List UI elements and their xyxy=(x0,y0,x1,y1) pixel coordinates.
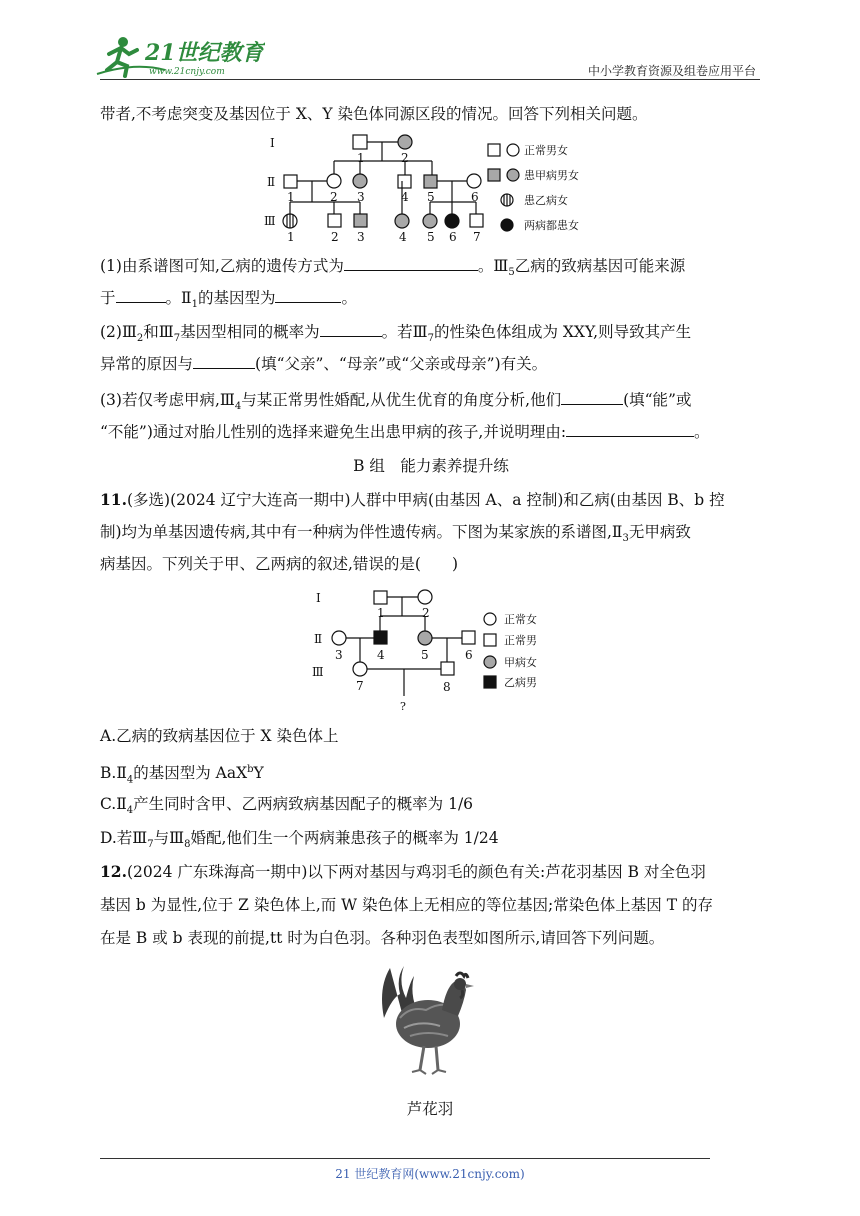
q10-part1-line2: 于 。$Ⅱ_1$的基因型为 。 xyxy=(100,286,762,315)
ind-num: 6 xyxy=(471,190,479,204)
footer-site-link[interactable]: 21 世纪教育网(www.21cnjy.com) xyxy=(335,1167,525,1181)
q11-option-b: $B.Ⅱ_4$的基因型为 AaX$^b$Y xyxy=(100,764,264,786)
legend-label: 正常女 xyxy=(504,613,537,626)
q12-line1: 12.(2024 广东珠海高一期中)以下两对基因与鸡羽毛的颜色有关:芦花羽基因 B 对全色羽 xyxy=(100,862,706,881)
q10-part3-line1: (3)若仅考虑甲病$,Ⅲ_4$与某正常男性婚配,从优生优育的角度分析,他们 (填“能”或 xyxy=(100,388,762,417)
answer-blank[interactable] xyxy=(193,352,255,369)
legend-label: 正常男 xyxy=(504,634,537,647)
legend-label: 甲病女 xyxy=(504,656,537,669)
q11-option-c: $C.Ⅱ_4$产生同时含甲、乙两病致病基因配子的概率为 1/6 xyxy=(100,795,474,817)
ind-num: 3 xyxy=(357,190,365,204)
ind-num: 2 xyxy=(330,190,338,204)
q11-line2: 制)均为单基因遗传病,其中有一种病为伴性遗传病。下图为某家族的系谱图$,Ⅱ_3$无甲病致 xyxy=(100,523,691,545)
ind-num: 2 xyxy=(331,230,339,244)
q10-part3-line2: “不能”)通过对胎儿性别的选择来避免生出患甲病的孩子,并说明理由: 。 xyxy=(100,420,762,442)
ind-num: 8 xyxy=(443,680,451,694)
ind-num: 4 xyxy=(401,190,409,204)
ind-num: 1 xyxy=(287,190,295,204)
ind-num: 3 xyxy=(357,230,365,244)
q11-line3: 病基因。下列关于甲、乙两病的叙述,错误的是( ) xyxy=(100,555,459,573)
pedigree-svg-1 xyxy=(262,130,602,246)
section-title: B 组 能力素养提升练 xyxy=(353,457,509,475)
footer-divider xyxy=(100,1158,710,1159)
pedigree-chart-1 xyxy=(262,130,602,246)
header-platform-text: 中小学教育资源及组卷应用平台 xyxy=(587,64,756,78)
legend-label: 正常男女 xyxy=(524,144,568,157)
q10-intro: 带者,不考虑突变及基因位于 X、Y 染色体同源区段的情况。回答下列相关问题。 xyxy=(100,105,648,123)
q10-part2-line2: 异常的原因与 (填“父亲”、“母亲”或“父亲或母亲”)有关。 xyxy=(100,352,762,374)
logo-url: www.21cnjy.com xyxy=(149,67,225,77)
logo-text: 21世纪教育 xyxy=(145,40,264,66)
answer-blank[interactable] xyxy=(116,286,166,303)
rooster-image xyxy=(370,958,480,1082)
gen-label: Ⅲ xyxy=(264,214,276,228)
q12-line3: 在是 B 或 b 表现的前提,tt 时为白色羽。各种羽色表型如图所示,请回答下列问题。 xyxy=(100,929,665,947)
gen-label: Ⅲ xyxy=(312,665,324,679)
ind-num: 1 xyxy=(377,606,385,620)
ind-num: 4 xyxy=(377,648,385,662)
answer-blank[interactable] xyxy=(320,320,382,337)
ind-num: 2 xyxy=(401,151,409,165)
legend-label: 患甲病男女 xyxy=(524,169,579,182)
pedigree-svg-2 xyxy=(306,586,566,716)
legend-label: 两病都患女 xyxy=(524,219,579,232)
site-logo xyxy=(95,32,265,80)
q11-option-a: A.乙病的致病基因位于 X 染色体上 xyxy=(100,727,339,745)
ind-num: 5 xyxy=(427,230,435,244)
ind-num: 7 xyxy=(473,230,481,244)
image-caption: 芦花羽 xyxy=(406,1100,454,1118)
ind-num: 6 xyxy=(465,648,473,662)
ind-num: 3 xyxy=(335,648,343,662)
ind-num: 5 xyxy=(421,648,429,662)
q12-line2: 基因 b 为显性,位于 Z 染色体上,而 W 染色体上无相应的等位基因;常染色体上基因 T 的存 xyxy=(100,896,713,914)
gen-label: Ⅰ xyxy=(270,136,275,150)
q10-part2-line1: $(2)Ⅲ_2$和$Ⅲ_7$基因型相同的概率为 。若$Ⅲ_7$的性染色体组成为 XXY,则导致其产生 xyxy=(100,320,762,349)
ind-num: 4 xyxy=(399,230,407,244)
ind-num: 7 xyxy=(356,679,364,693)
legend-label: 乙病男 xyxy=(504,676,537,689)
header-divider xyxy=(100,79,760,80)
pedigree-chart-2 xyxy=(306,586,566,716)
legend-label: 患乙病女 xyxy=(524,194,568,207)
gen-label: Ⅱ xyxy=(314,632,323,646)
answer-blank[interactable] xyxy=(275,286,341,303)
ind-num: 2 xyxy=(422,606,430,620)
unknown-child: ? xyxy=(400,700,406,713)
q11-line1: 11.(多选)(2024 辽宁大连高一期中)人群中甲病(由基因 A、a 控制)和乙病(由基因 B、b 控 xyxy=(100,490,725,509)
answer-blank[interactable] xyxy=(566,420,694,437)
gen-label: Ⅰ xyxy=(316,591,321,605)
q11-option-d: D.若$Ⅲ_7$与$Ⅲ_8$婚配,他们生一个两病兼患孩子的概率为 1/24 xyxy=(100,829,499,851)
rooster-icon xyxy=(382,966,474,1074)
ind-num: 1 xyxy=(287,230,295,244)
q10-part1-line1: (1)由系谱图可知,乙病的遗传方式为 。$Ⅲ_5$乙病的致病基因可能来源 xyxy=(100,254,762,283)
gen-label: Ⅱ xyxy=(267,175,276,189)
ind-num: 1 xyxy=(357,151,365,165)
ind-num: 6 xyxy=(449,230,457,244)
answer-blank[interactable] xyxy=(344,254,478,271)
answer-blank[interactable] xyxy=(561,388,623,405)
ind-num: 5 xyxy=(427,190,435,204)
